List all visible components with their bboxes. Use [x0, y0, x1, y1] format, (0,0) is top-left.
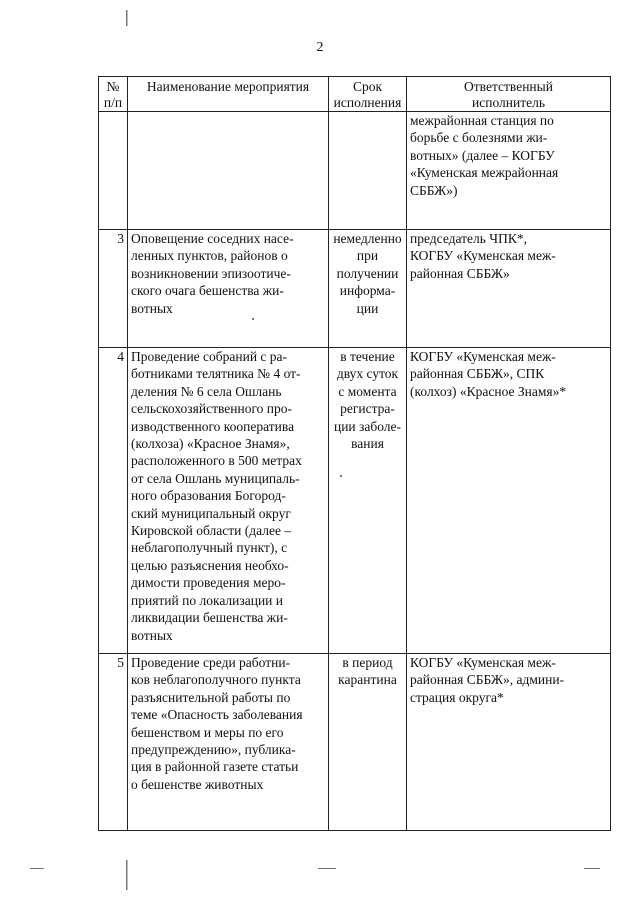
- row-number: 3: [99, 230, 128, 348]
- header-responsible: Ответственный исполнитель: [407, 77, 611, 112]
- page-number: 2: [316, 40, 324, 55]
- row-deadline: в течение двух суток с момента регистра- ции заболе- вания: [329, 348, 407, 654]
- header-number: № п/п: [99, 77, 128, 112]
- row-responsible: председатель ЧПК*, КОГБУ «Куменская меж- районная СББЖ»: [407, 230, 611, 348]
- row-number: 5: [99, 654, 128, 831]
- row-responsible: межрайонная станция по борьбе с болезнями жи- вотных» (далее – КОГБУ «Куменская межрайонная СББЖ»): [407, 112, 611, 230]
- row-deadline: в период карантина: [329, 654, 407, 831]
- row-responsible: КОГБУ «Куменская меж- районная СББЖ», админи- страция округа*: [407, 654, 611, 831]
- row-measure-name: Оповещение соседних насе- ленных пунктов, районов о возникновении эпизоотиче- ского очага бешенства жи- вотных: [128, 230, 329, 348]
- row-number: 4: [99, 348, 128, 654]
- row-responsible: КОГБУ «Куменская меж- районная СББЖ», СПК (колхоз) «Красное Знамя»*: [407, 348, 611, 654]
- header-deadline: Срок исполнения: [329, 77, 407, 112]
- row-measure-name: Проведение собраний с ра- ботниками телятника № 4 от- деления № 6 села Ошлань сельскохозяйственного про- изводственного кооператива (колхоза) «Красное Знамя», расположенного в 500 метрах от села Ошлань муниципаль- ного образования Богород- ский муниципальный округ Кировской области (далее – неблагополучный пункт), с целью разъяснения необхо- димости проведения меро- приятий по локализации и ликвидации бешенства жи- вотных: [128, 348, 329, 654]
- row-measure-name: Проведение среди работни- ков неблагополучного пункта разъяснительной работы по теме «Опасность заболевания бешенством и меры по его предупреждению», публика- ция в районной газете статьи о бешенстве животных: [128, 654, 329, 831]
- row-deadline: немедленно при получении информа- ции: [329, 230, 407, 348]
- header-measure-name: Наименование мероприятия: [128, 77, 329, 112]
